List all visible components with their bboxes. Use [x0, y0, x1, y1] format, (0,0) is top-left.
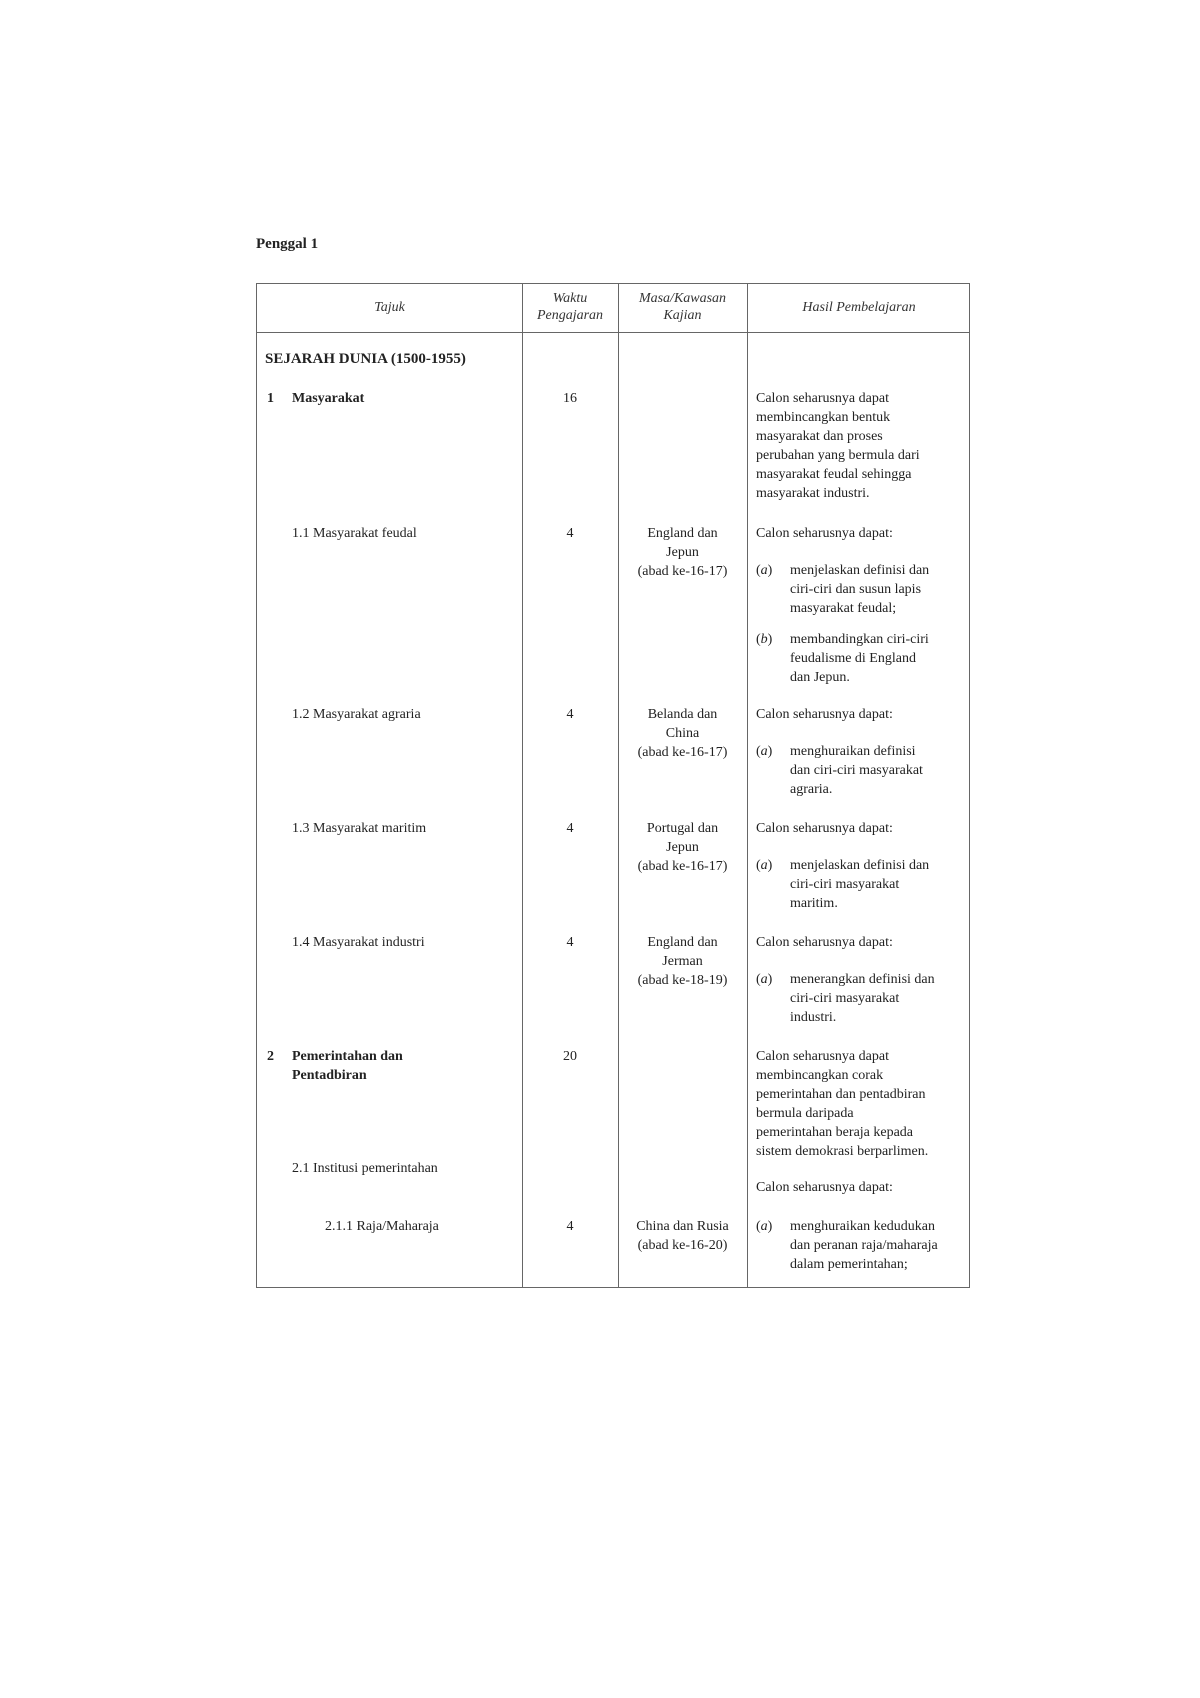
topic-title: Pemerintahan dan Pentadbiran [292, 1049, 403, 1083]
topic-number: 1 [267, 391, 274, 406]
subtopic-title: 1.4 Masyarakat industri [292, 935, 425, 950]
subtopic-area: England dan Jepun (abad ke-16-17) [637, 526, 728, 579]
header-tajuk: Tajuk [374, 300, 405, 315]
subtopic-title: 1.2 Masyarakat agraria [292, 707, 421, 722]
column-divider [747, 284, 748, 1287]
subtopic-title: 1.3 Masyarakat maritim [292, 821, 427, 836]
topic-number: 2 [267, 1049, 274, 1064]
topic-hours: 20 [563, 1049, 577, 1064]
subtopic-hours: 4 [566, 707, 574, 722]
subtopic-hours: 4 [566, 526, 574, 541]
column-divider [522, 284, 523, 1287]
syllabus-table [256, 283, 970, 1288]
outcome-intro: Calon seharusnya dapat: [756, 526, 893, 541]
outcome-item: (a) menghuraikan definisi dan ciri-ciri masyarakat agraria. [756, 744, 923, 797]
subtopic-hours: 4 [566, 1219, 574, 1234]
outcome-item: (a) menjelaskan definisi dan ciri-ciri masyarakat maritim. [756, 858, 930, 911]
topic-hours: 16 [563, 391, 577, 406]
header-divider [257, 332, 969, 333]
header-waktu: Waktu Pengajaran [536, 291, 604, 323]
subtopic-area: China dan Rusia (abad ke-16-20) [636, 1219, 729, 1253]
subtopic-area: England dan Jerman (abad ke-18-19) [637, 935, 728, 988]
subtopic-area: Belanda dan China (abad ke-16-17) [637, 707, 728, 760]
subtopic-area: Portugal dan Jepun (abad ke-16-17) [637, 821, 728, 874]
header-hasil: Hasil Pembelajaran [802, 300, 916, 315]
topic-outcome: Calon seharusnya dapat membincangkan bentuk masyarakat dan proses perubahan yang bermula dari masyarakat feudal sehingga masyarakat industri. [756, 391, 920, 501]
section-title: SEJARAH DUNIA (1500-1955) [265, 351, 466, 367]
subtopic-title: 2.1.1 Raja/Maharaja [325, 1219, 439, 1234]
page-heading: Penggal 1 [256, 236, 319, 252]
subtopic-title: 1.1 Masyarakat feudal [292, 526, 417, 541]
subtopic-hours: 4 [566, 935, 574, 950]
outcome-intro: Calon seharusnya dapat: [756, 1180, 893, 1195]
topic-outcome: Calon seharusnya dapat membincangkan corak pemerintahan dan pentadbiran bermula daripada pemerintahan beraja kepada sistem demokrasi berparlimen. [756, 1049, 929, 1159]
outcome-item: (b) membandingkan ciri-ciri feudalisme di England dan Jepun. [756, 632, 929, 685]
topic-title: Masyarakat [292, 391, 365, 406]
outcome-item: (a) menghuraikan kedudukan dan peranan raja/maharaja dalam pemerintahan; [756, 1219, 938, 1272]
column-divider [618, 284, 619, 1287]
outcome-intro: Calon seharusnya dapat: [756, 935, 893, 950]
outcome-intro: Calon seharusnya dapat: [756, 707, 893, 722]
outcome-item: (a) menerangkan definisi dan ciri-ciri masyarakat industri. [756, 972, 935, 1025]
subtopic-hours: 4 [566, 821, 574, 836]
subtopic-title: 2.1 Institusi pemerintahan [292, 1161, 438, 1176]
outcome-intro: Calon seharusnya dapat: [756, 821, 893, 836]
header-masa-kawasan: Masa/Kawasan Kajian [638, 291, 727, 323]
outcome-item: (a) menjelaskan definisi dan ciri-ciri dan susun lapis masyarakat feudal; [756, 563, 930, 616]
